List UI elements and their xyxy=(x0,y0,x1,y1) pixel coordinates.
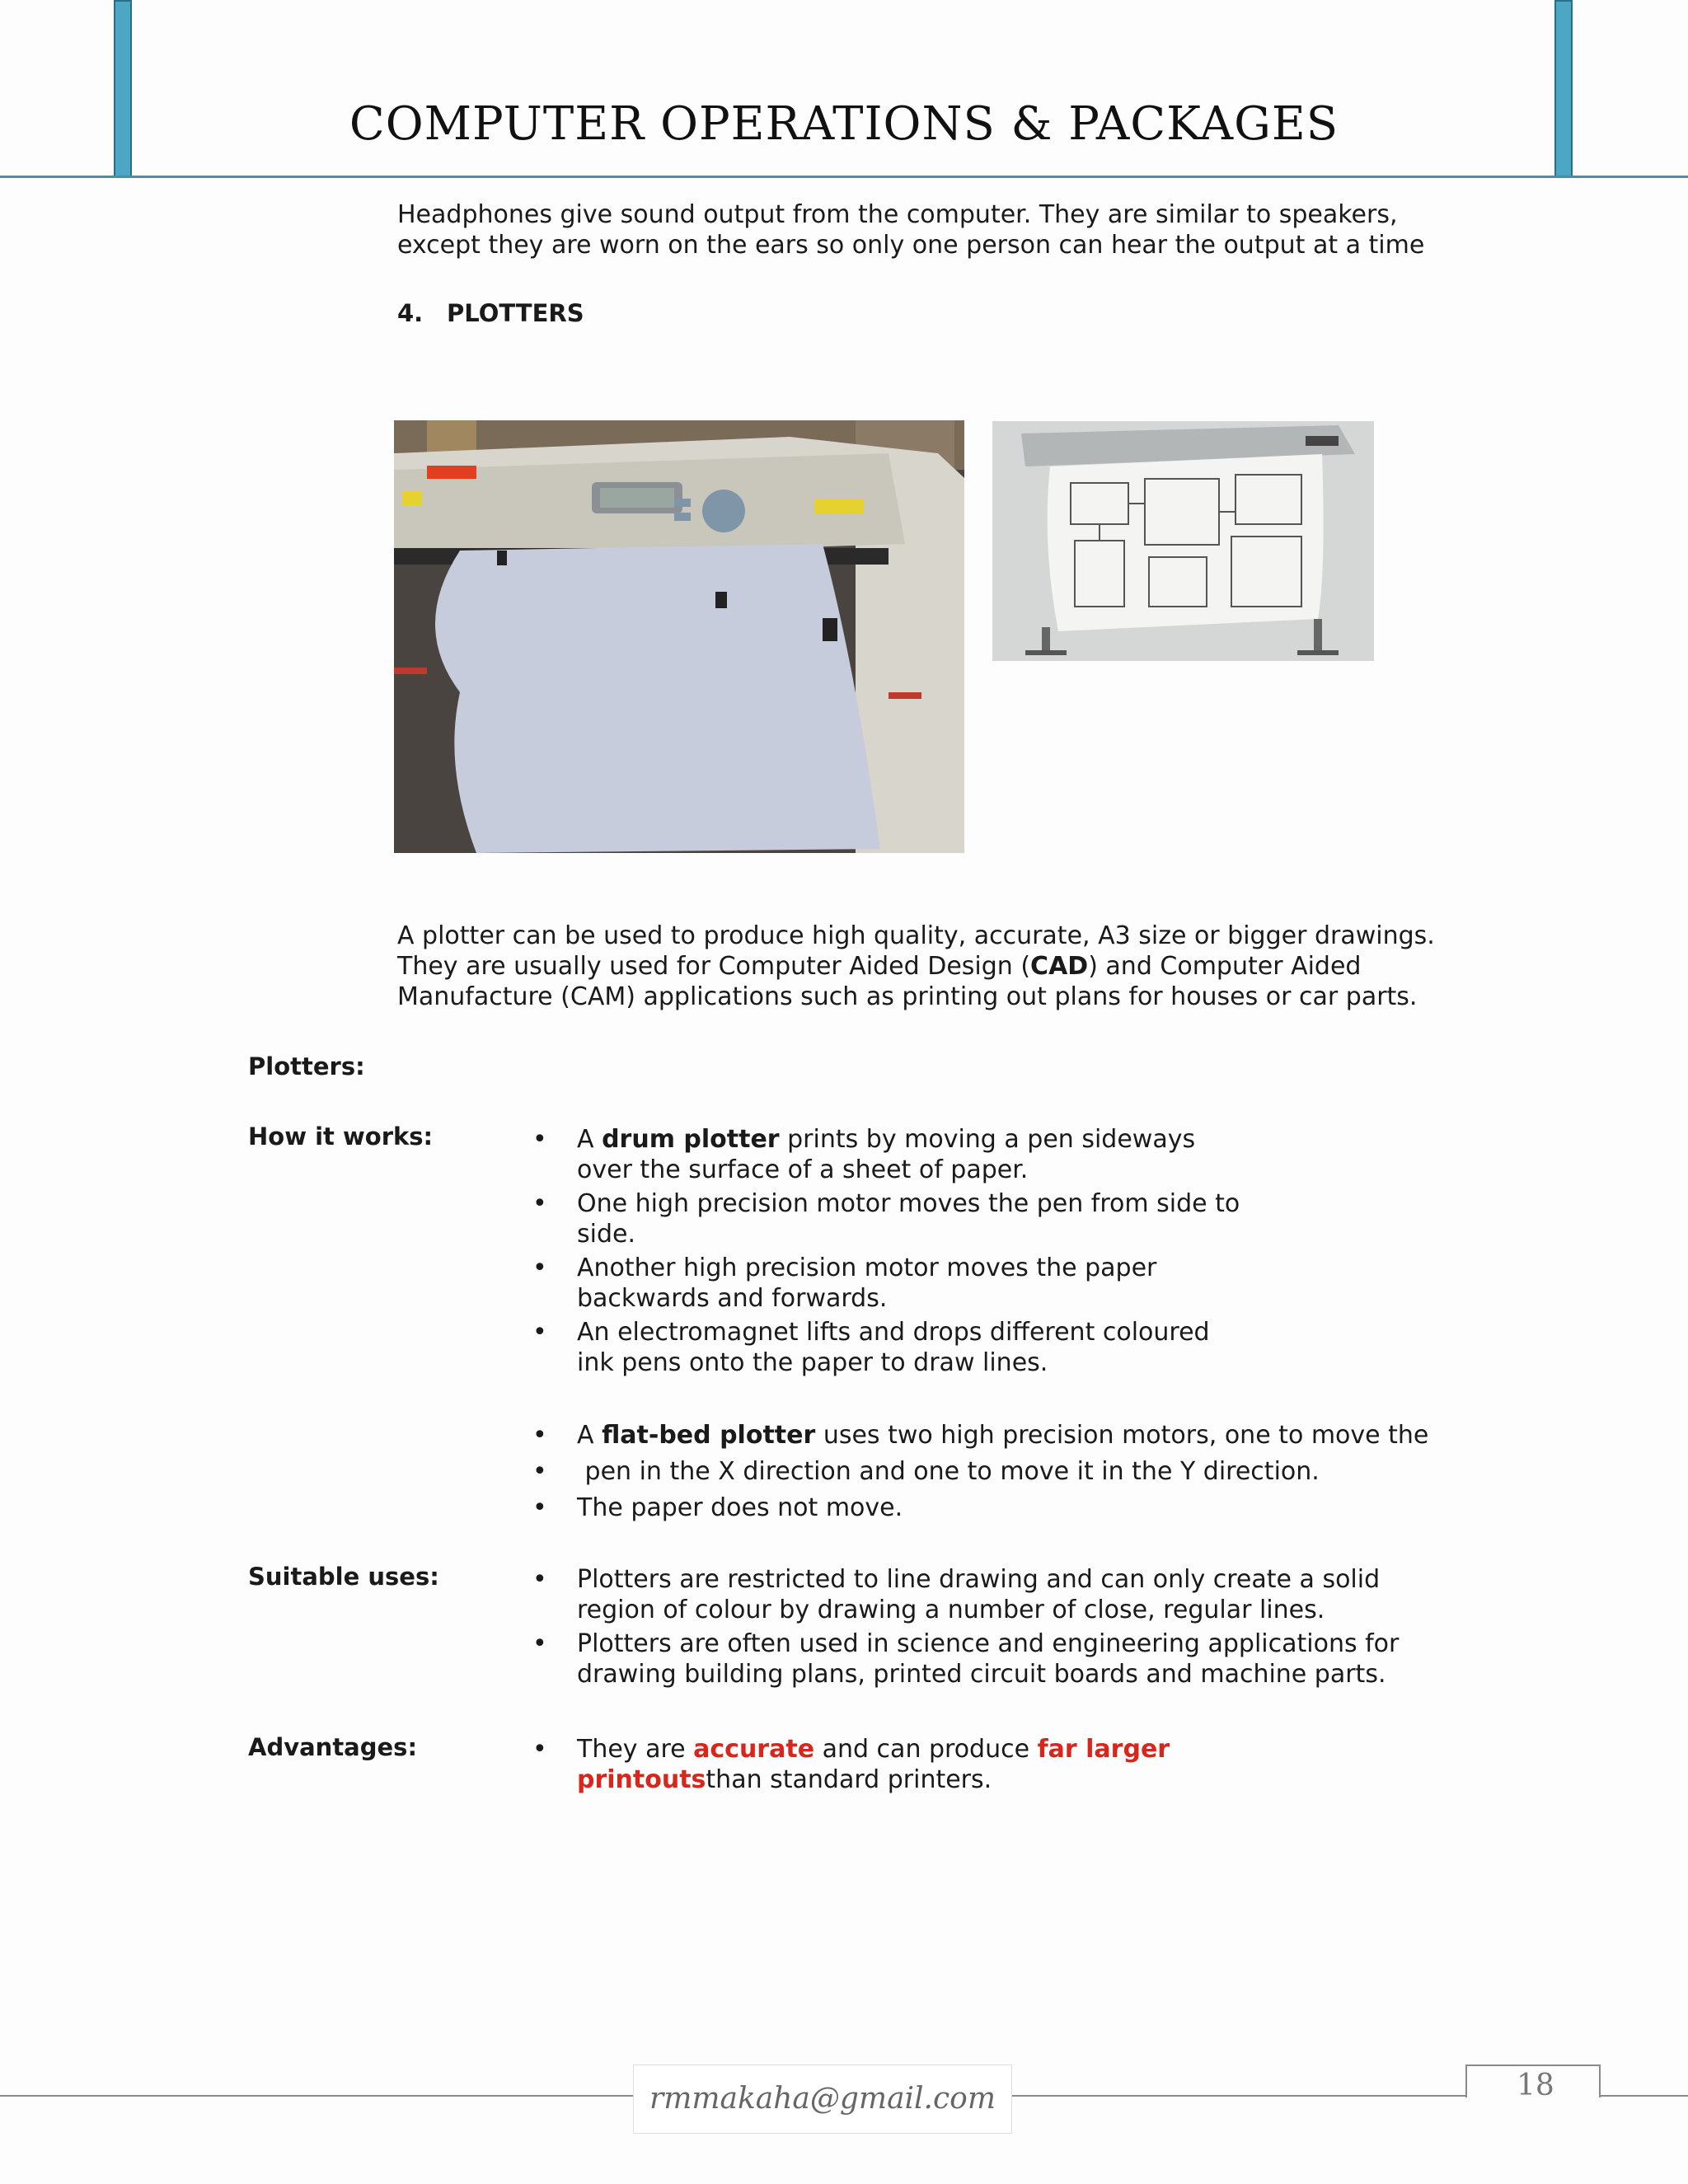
cutting-plotter-photo xyxy=(394,420,964,853)
larger-printouts-highlight: far larger printouts xyxy=(577,1735,1170,1794)
accurate-highlight: accurate xyxy=(693,1735,815,1764)
footer-rule-middle xyxy=(1010,2095,1465,2097)
list-item: • Plotters are restricted to line drawing and can only create a solid region of colour by drawing a number of close, regular lines. xyxy=(532,1565,1381,1624)
suitable-uses-label: Suitable uses: xyxy=(248,1563,439,1591)
list-item: • One high precision motor moves the pen from side to side. xyxy=(532,1189,1240,1249)
footer-rule-left xyxy=(0,2095,633,2097)
how-it-works-list-1 xyxy=(528,1124,1253,1381)
list-item: • An electromagnet lifts and drops different coloured ink pens onto the paper to draw lines. xyxy=(532,1318,1210,1377)
suitable-uses-list xyxy=(528,1564,1418,1693)
page-title: COMPUTER OPERATIONS & PACKAGES xyxy=(349,97,1339,151)
drum-plotter-photo xyxy=(992,421,1374,661)
how-it-works-label: How it works: xyxy=(248,1122,434,1151)
list-item: • Plotters are often used in science and engineering applications for drawing building plans, printed circuit boards and machine parts. xyxy=(532,1629,1400,1689)
list-item: • The paper does not move. xyxy=(532,1493,903,1522)
list-item: • A drum plotter prints by moving a pen sideways over the surface of a sheet of paper. xyxy=(532,1125,1196,1184)
intro-paragraph: Headphones give sound output from the computer. They are similar to speakers, except they are worn on the ears so only one person can hear the output at a time xyxy=(397,200,1425,260)
footer-rule-right xyxy=(1599,2095,1688,2097)
page-number: 18 xyxy=(1517,2069,1554,2102)
list-item: • Another high precision motor moves the paper backwards and forwards. xyxy=(532,1254,1157,1313)
advantages-list xyxy=(528,1734,1335,1798)
section-number: 4. xyxy=(397,299,424,327)
list-item: • They are accurate and can produce far larger printoutsthan standard printers. xyxy=(532,1735,1170,1794)
section-title: PLOTTERS xyxy=(447,299,584,327)
advantages-label: Advantages: xyxy=(248,1733,418,1761)
footer-email: rmmakaha@gmail.com xyxy=(633,2064,1012,2134)
plotter-description: A plotter can be used to produce high quality, accurate, A3 size or bigger drawings. They are usually used for Computer Aided Design (CAD) and Computer Aided Manufacture (CAM) applications such as printing out plans for houses or car parts. xyxy=(397,921,1435,1011)
how-it-works-list-2 xyxy=(528,1419,1467,1528)
plotters-label: Plotters: xyxy=(248,1052,365,1080)
list-item: • pen in the X direction and one to move it in the Y direction. xyxy=(532,1457,1320,1486)
header-rule xyxy=(0,176,1688,178)
cad-term: CAD xyxy=(1030,952,1089,981)
list-item: • A flat-bed plotter uses two high precision motors, one to move the xyxy=(532,1421,1429,1450)
